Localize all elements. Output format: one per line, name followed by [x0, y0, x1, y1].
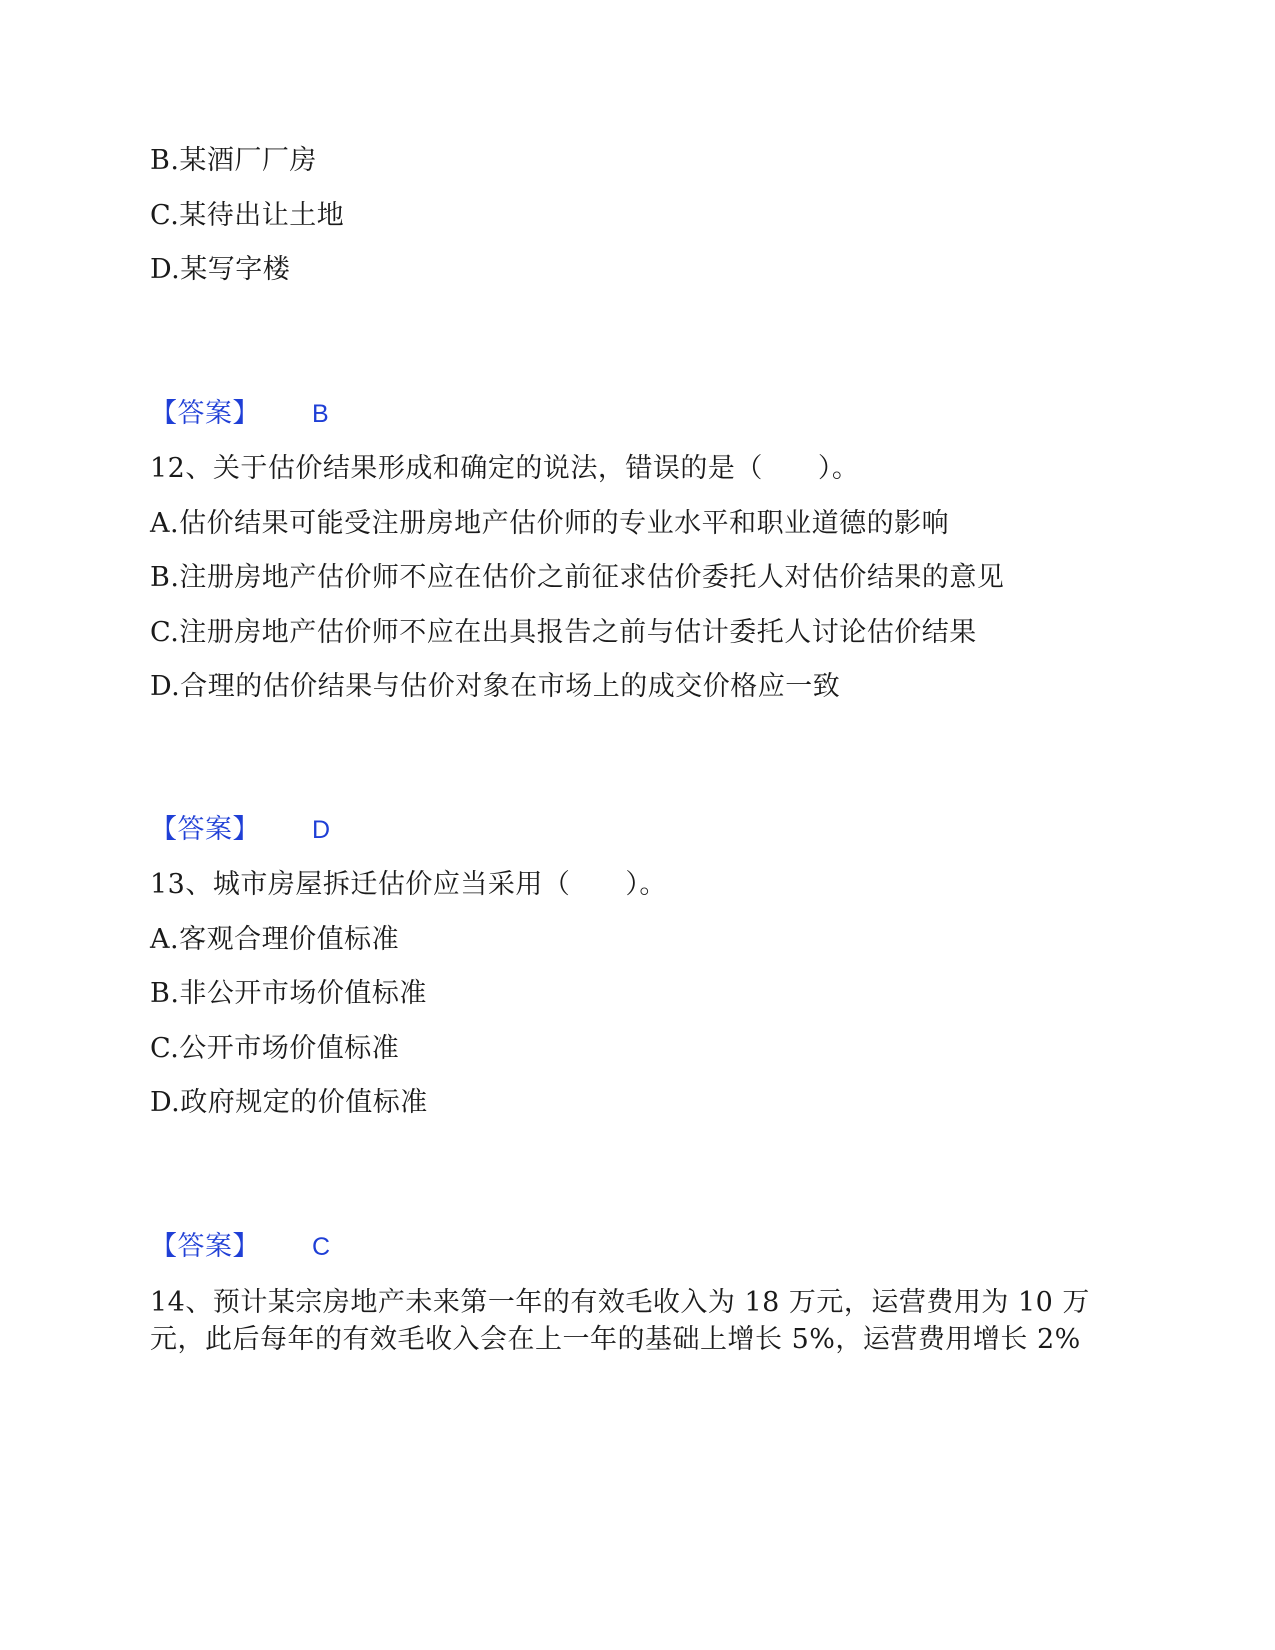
q12-option-a: A.估价结果可能受注册房地产估价师的专业水平和职业道德的影响 [150, 508, 950, 539]
q13-option-a: A.客观合理价值标准 [150, 924, 400, 955]
answer-label: 【答案】 [150, 398, 260, 429]
q13-option-d: D.政府规定的价值标准 [150, 1087, 428, 1118]
q12-answer [150, 813, 331, 847]
prev-option-d: D.某写字楼 [150, 254, 291, 285]
answer-value: C [312, 1233, 331, 1261]
q13-option-c: C.公开市场价值标准 [150, 1033, 400, 1064]
answer-label: 【答案】 [150, 814, 260, 845]
q12-option-c: C.注册房地产估价师不应在出具报告之前与估计委托人讨论估价结果 [150, 617, 977, 648]
q12-stem: 12、关于估价结果形成和确定的说法，错误的是（ ）。 [150, 453, 860, 484]
q13-option-b: B.非公开市场价值标准 [150, 978, 427, 1009]
q13-answer [150, 1230, 331, 1264]
q12-option-d: D.合理的估价结果与估价对象在市场上的成交价格应一致 [150, 671, 841, 702]
answer-label: 【答案】 [150, 1231, 260, 1262]
prev-option-b: B.某酒厂厂房 [150, 145, 317, 176]
prev-answer [150, 397, 329, 431]
prev-option-c: C.某待出让土地 [150, 200, 345, 231]
answer-value: B [312, 400, 330, 428]
q12-option-b: B.注册房地产估价师不应在估价之前征求估价委托人对估价结果的意见 [150, 562, 1005, 593]
q13-stem: 13、城市房屋拆迁估价应当采用（ ）。 [150, 869, 667, 900]
answer-value: D [312, 816, 331, 844]
q14-stem-line-1: 14、预计某宗房地产未来第一年的有效毛收入为 18 万元，运营费用为 10 万 [150, 1287, 1090, 1318]
q14-stem-line-2: 元，此后每年的有效毛收入会在上一年的基础上增长 5%，运营费用增长 2% [150, 1324, 1081, 1355]
